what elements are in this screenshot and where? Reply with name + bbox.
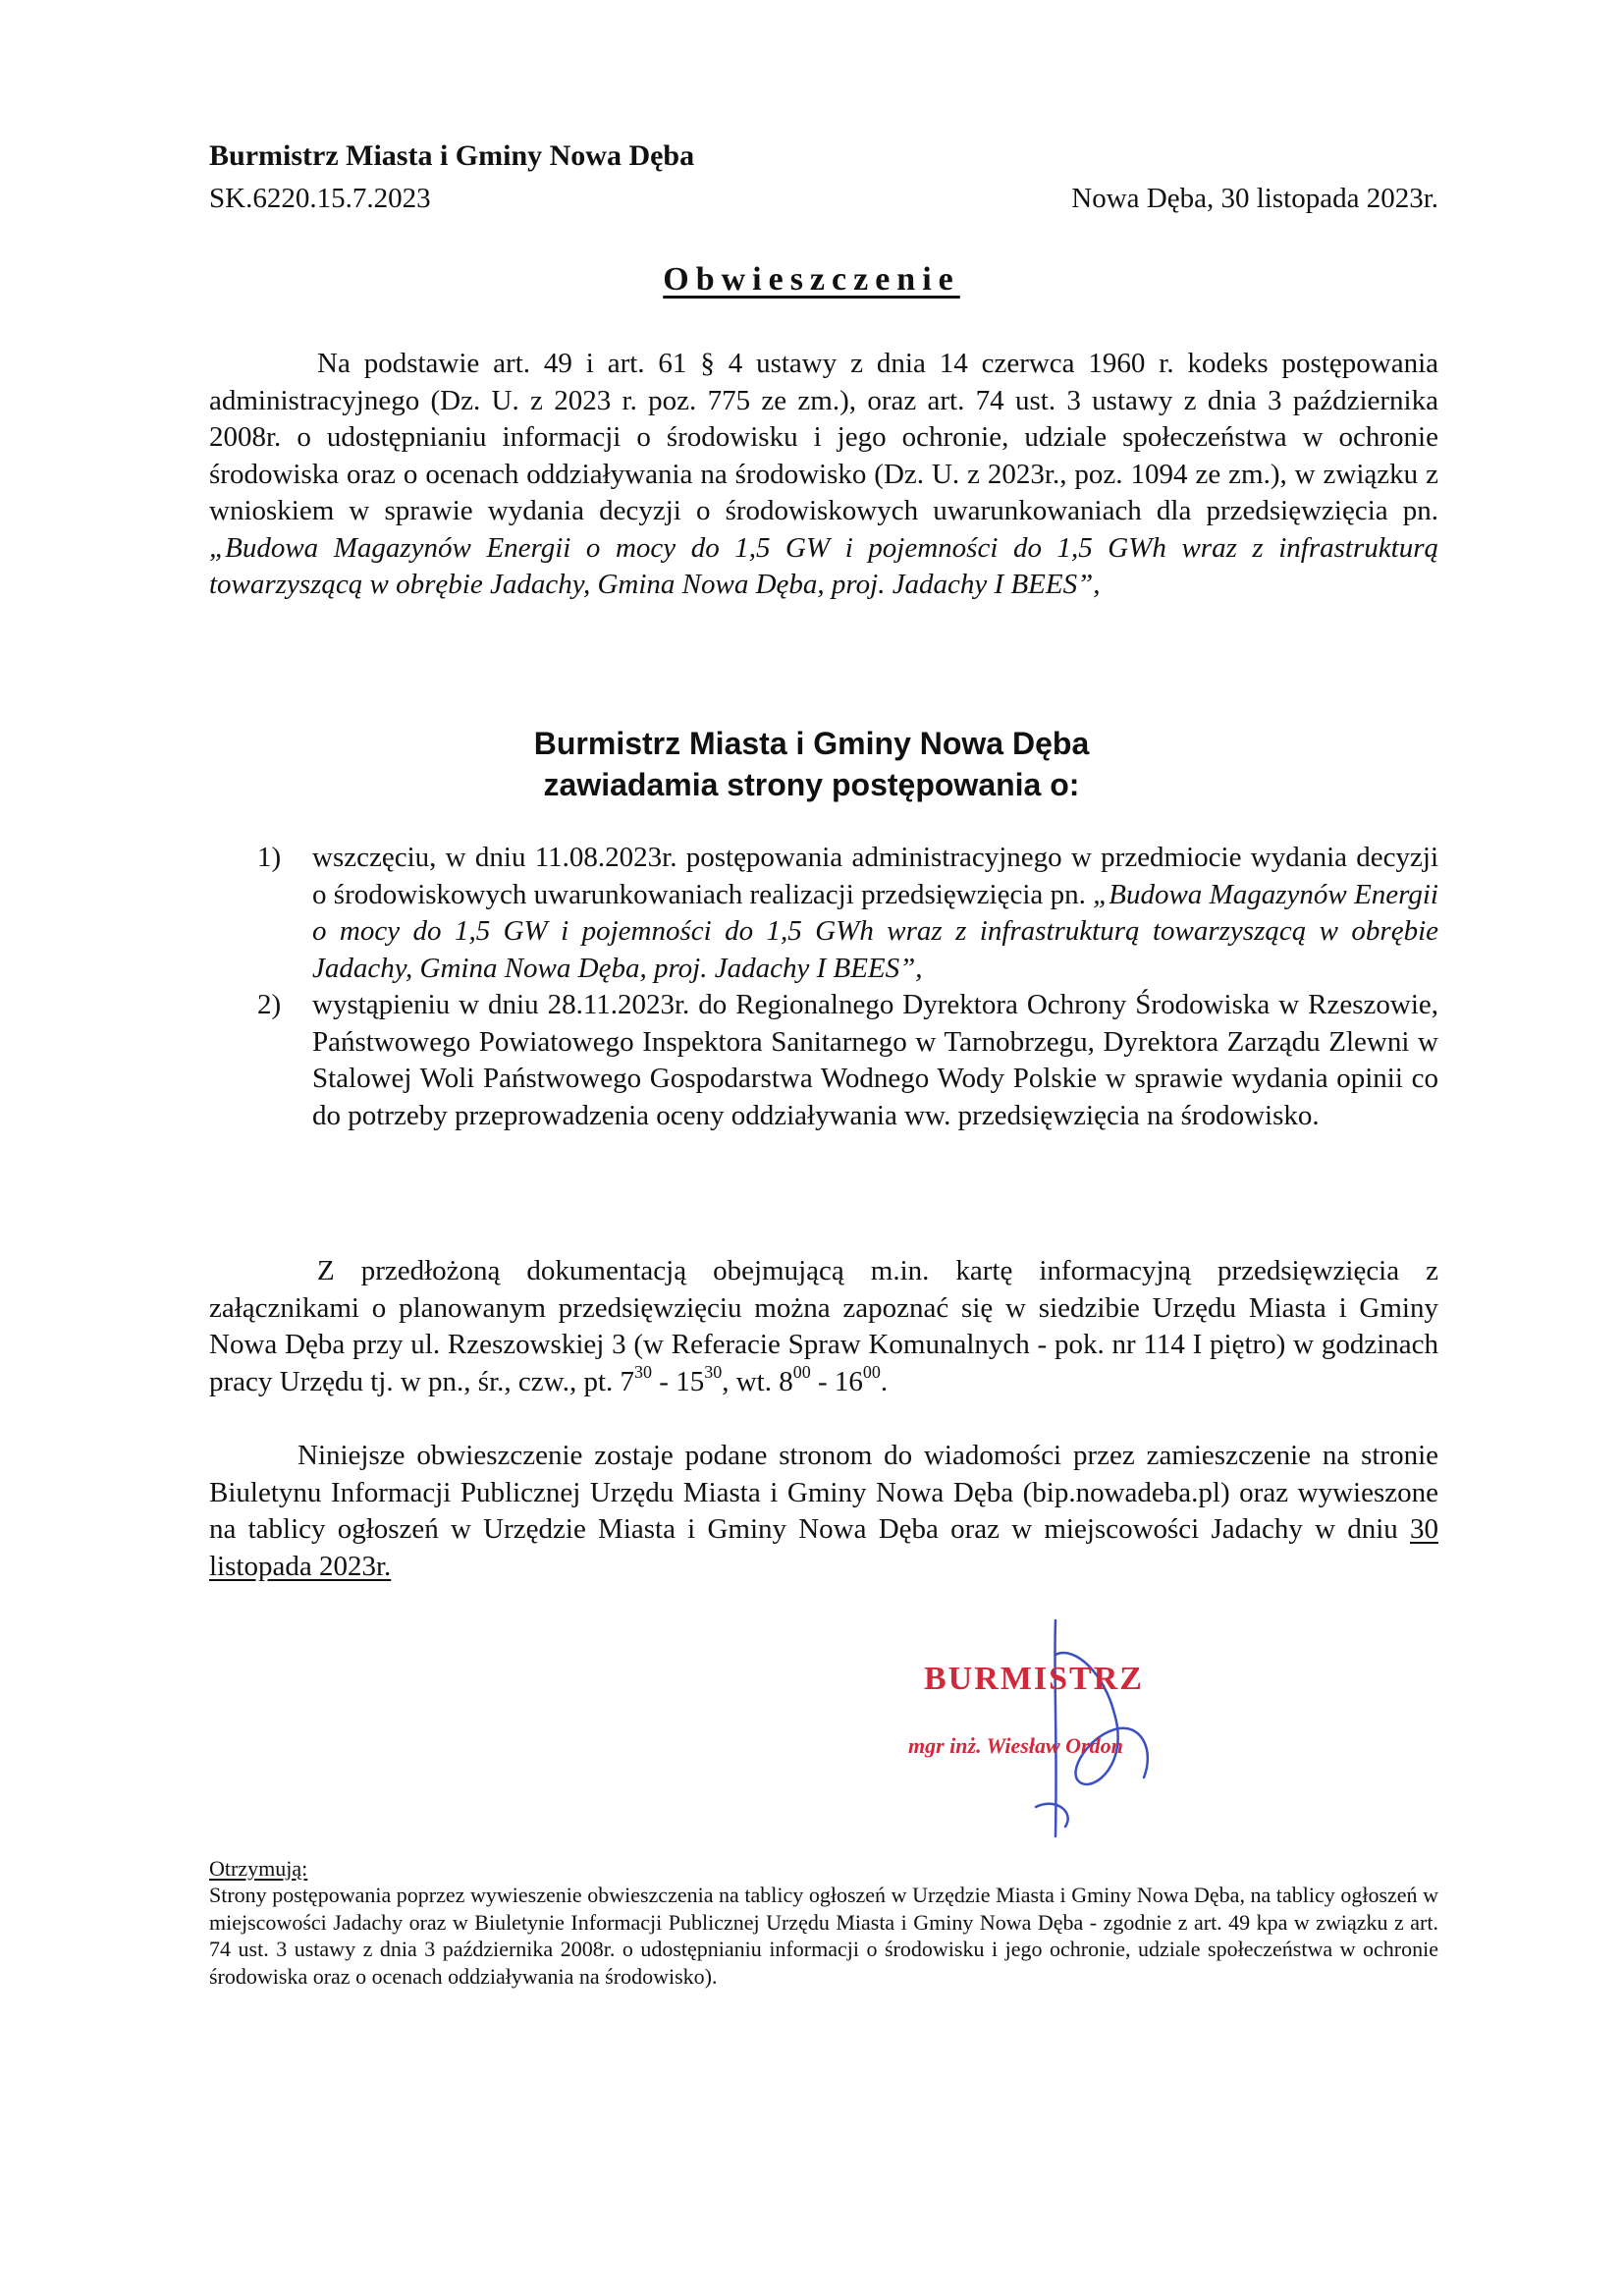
recipients-label: Otrzymują:: [209, 1856, 308, 1881]
case-number: SK.6220.15.7.2023: [209, 183, 431, 214]
announcement-line-1: Burmistrz Miasta i Gminy Nowa Dęba: [533, 726, 1090, 761]
list-number: 2): [257, 989, 282, 1020]
office-hours: $7^{30} - 15^{30}$, wt. $8^{00} - 16^{00}$.: [620, 1361, 889, 1397]
place-and-date: Nowa Dęba, 30 listopada 2023r.: [1071, 183, 1438, 214]
handwritten-signature: [997, 1615, 1183, 1841]
announcement-heading: [0, 723, 1623, 805]
recipients-label-wrap: [209, 1856, 307, 1882]
publication-date: 30 listopada 2023r.: [209, 1513, 1438, 1582]
official-stamp: [908, 1615, 1232, 1841]
documentation-paragraph: [209, 1253, 1438, 1400]
notification-list: [257, 840, 1438, 1134]
stamp-title: BURMISTRZ: [924, 1661, 1144, 1697]
list-item: [257, 840, 1438, 987]
document-title-wrap: [0, 261, 1623, 299]
intro-text: Na podstawie art. 49 i art. 61 § 4 ustawy z dnia 14 czerwca 1960 r. kodeks postępowania administracyjnego (Dz. U. z 2023 r. poz. 775 ze zm.), oraz art. 74 ust. 3 ustawy z dnia 3 października 2008r. o udostępnianiu informacji o środowisku i jego ochronie, udziale społeczeństwa w ochronie środowiska oraz o ocenach oddziaływania na środowisko (Dz. U. z 2023r., poz. 1094 ze zm.), w związku z wnioskiem w sprawie wydania decyzji o środowiskowych uwarunkowaniach dla przedsięwzięcia pn.: [209, 348, 1438, 526]
publication-text: Niniejsze obwieszczenie zostaje podane stronom do wiadomości przez zamieszczenie na stronie Biuletynu Informacji Publicznej Urzędu Miasta i Gminy Nowa Dęba (bip.nowadeba.pl) oraz wywieszone na tablicy ogłoszeń w Urzędzie Miasta i Gminy Nowa Dęba oraz w miejscowości Jadachy w dniu: [209, 1440, 1438, 1545]
list-number: 1): [257, 842, 282, 873]
documentation-text: Z przedłożoną dokumentacją obejmującą m.in. kartę informacyjną przedsięwzięcia z załącznikami o planowanym przedsięwzięciu można zapoznać się w siedzibie Urzędu Miasta i Gminy Nowa Dęba przy ul. Rzeszowskiej 3 (w Referacie Spraw Komunalnych - pok. nr 114 I piętro) w godzinach pracy Urzędu tj. w pn., śr., czw., pt.: [209, 1255, 1438, 1397]
list-item-text: wystąpieniu w dniu 28.11.2023r. do Regionalnego Dyrektora Ochrony Środowiska w Rzeszowie, Państwowego Powiatowego Inspektora Sanitarnego w Tarnobrzegu, Dyrektora Zarządu Zlewni w Stalowej Woli Państwowego Gospodarstwa Wodnego Wody Polskie w sprawie wydania opinii co do potrzeby przeprowadzenia oceny oddziaływania ww. przedsięwzięcia na środowisko.: [312, 989, 1438, 1131]
list-item: [257, 987, 1438, 1134]
announcement-line-2: zawiadamia strony postępowania o:: [543, 767, 1080, 802]
stamp-name: mgr inż. Wiesław Ordon: [908, 1733, 1123, 1758]
recipients-text: Strony postępowania poprzez wywieszenie obwieszczenia na tablicy ogłoszeń w Urzędzie Miasta i Gminy Nowa Dęba, na tablicy ogłoszeń w miejscowości Jadachy oraz w Biuletynie Informacji Publicznej Urzędu Miasta i Gminy Nowa Dęba - zgodnie z art. 49 kpa w związku z art. 74 ust. 3 ustawy z dnia 3 października 2008r. o udostępnianiu informacji o środowisku i jego ochronie, udziale społeczeństwa w ochronie środowiska oraz o ocenach oddziaływania na środowisko).: [209, 1883, 1438, 1989]
project-name: „Budowa Magazynów Energii o mocy do 1,5 GW i pojemności do 1,5 GWh wraz z infrastrukturą towarzyszącą w obrębie Jadachy, Gmina Nowa Dęba, proj. Jadachy I BEES”,: [209, 531, 1438, 600]
issuing-authority: Burmistrz Miasta i Gminy Nowa Dęba: [209, 139, 695, 172]
list-item-text: wszczęciu, w dniu 11.08.2023r. postępowania administracyjnego w przedmiocie wydania decyzji o środowiskowych uwarunkowaniach realizacji przedsięwzięcia pn.: [312, 842, 1438, 910]
publication-paragraph: [209, 1438, 1438, 1585]
intro-paragraph: [209, 346, 1438, 604]
list-item-project: „Budowa Magazynów Energii o mocy do 1,5 GW i pojemności do 1,5 GWh wraz z infrastrukturą towarzyszącą w obrębie Jadachy, Gmina Nowa Dęba, proj. Jadachy I BEES”,: [312, 878, 1438, 984]
document-title: Obwieszczenie: [663, 261, 960, 298]
